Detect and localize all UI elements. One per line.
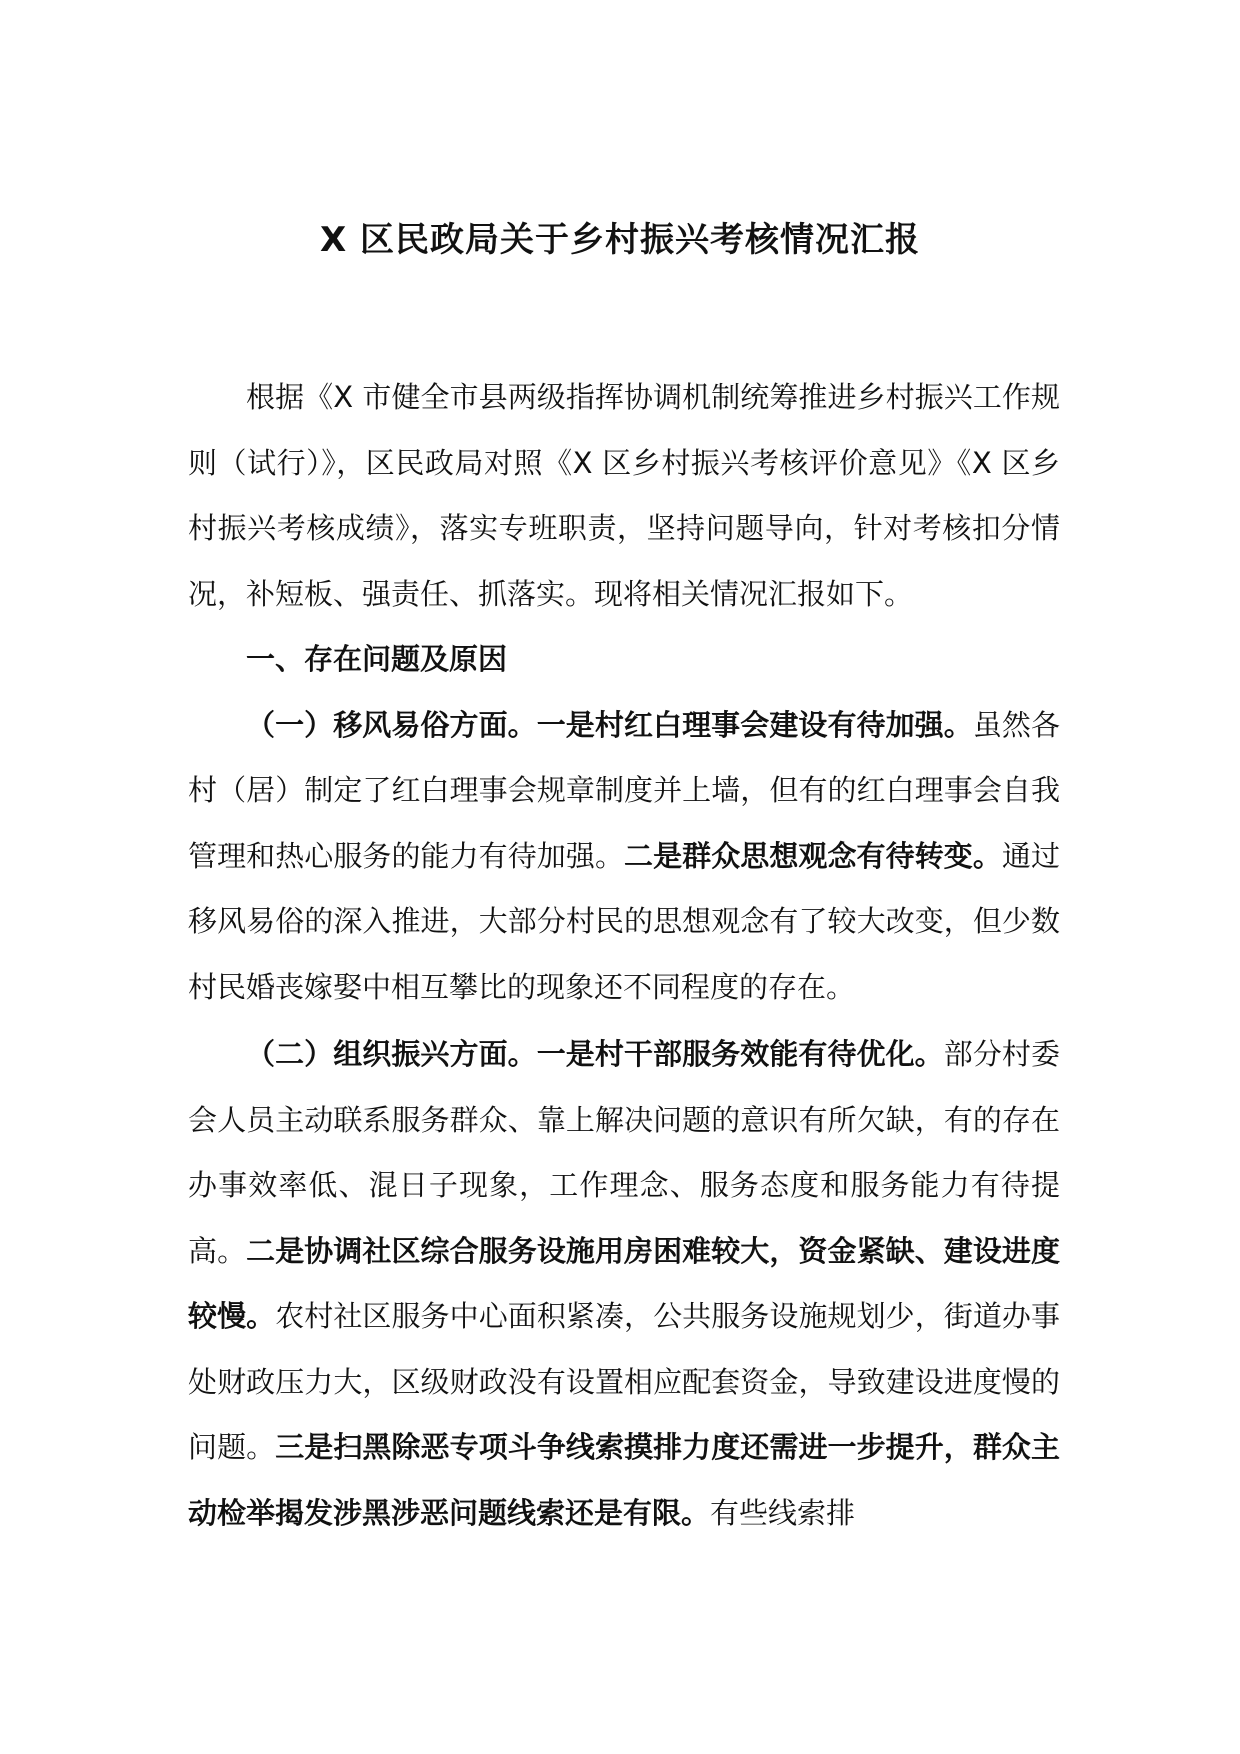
paragraph-organization-revitalization xyxy=(188,1022,1060,1546)
section-heading-problems: 一、存在问题及原因 xyxy=(246,642,508,676)
point-text: 部分村委会人员主动联系服务群众、靠上解决问题的意识有所欠缺，有的存在办事效率低、混日子现象，工作理念、服务态度和服务能力有待提高。 xyxy=(188,1037,1060,1268)
document-body xyxy=(188,365,1060,1546)
point-heading: 二是群众思想观念有待转变。 xyxy=(624,838,1002,873)
point-heading: 三是扫黑除恶专项斗争线索摸排力度还需进一步提升，群众主动检举揭发涉黑涉恶问题线索还是有限。 xyxy=(188,1430,1060,1530)
subsection-lead: （二）组织振兴方面。 xyxy=(246,1037,537,1071)
document-title: X 区民政局关于乡村振兴考核情况汇报 xyxy=(319,220,921,260)
point-heading: 一是村干部服务效能有待优化。 xyxy=(536,1037,944,1071)
point-text: 农村社区服务中心面积紧凑，公共服务设施规划少，街道办事处财政压力大，区级财政没有设置相应配套资金，导致建设进度慢的问题。 xyxy=(188,1299,1060,1464)
point-heading: 一是村红白理事会建设有待加强。 xyxy=(536,707,973,742)
paragraph-customs-reform xyxy=(188,693,1060,1021)
point-text: 通过移风易俗的深入推进，大部分村民的思想观念有了较大改变，但少数村民婚丧嫁娶中相互攀比的现象还不同程度的存在。 xyxy=(188,838,1060,1004)
point-text: 虽然各村（居）制定了红白理事会规章制度并上墙，但有的红白理事会自我管理和热心服务的能力有待加强。 xyxy=(188,707,1060,873)
subsection-lead: （一）移风易俗方面。 xyxy=(246,707,537,742)
point-heading: 二是协调社区综合服务设施用房困难较大，资金紧缺、建设进度较慢。 xyxy=(188,1233,1060,1333)
intro-paragraph: 根据《X 市健全市县两级指挥协调机制统筹推进乡村振兴工作规则（试行）》，区民政局对照《X 区乡村振兴考核评价意见》《X 区乡村振兴考核成绩》，落实专班职责，坚持问题导向，针对考核扣分情况，补短板、强责任、抓落实。现将相关情况汇报如下。 xyxy=(188,380,1060,611)
point-text: 有些线索排 xyxy=(710,1495,856,1530)
